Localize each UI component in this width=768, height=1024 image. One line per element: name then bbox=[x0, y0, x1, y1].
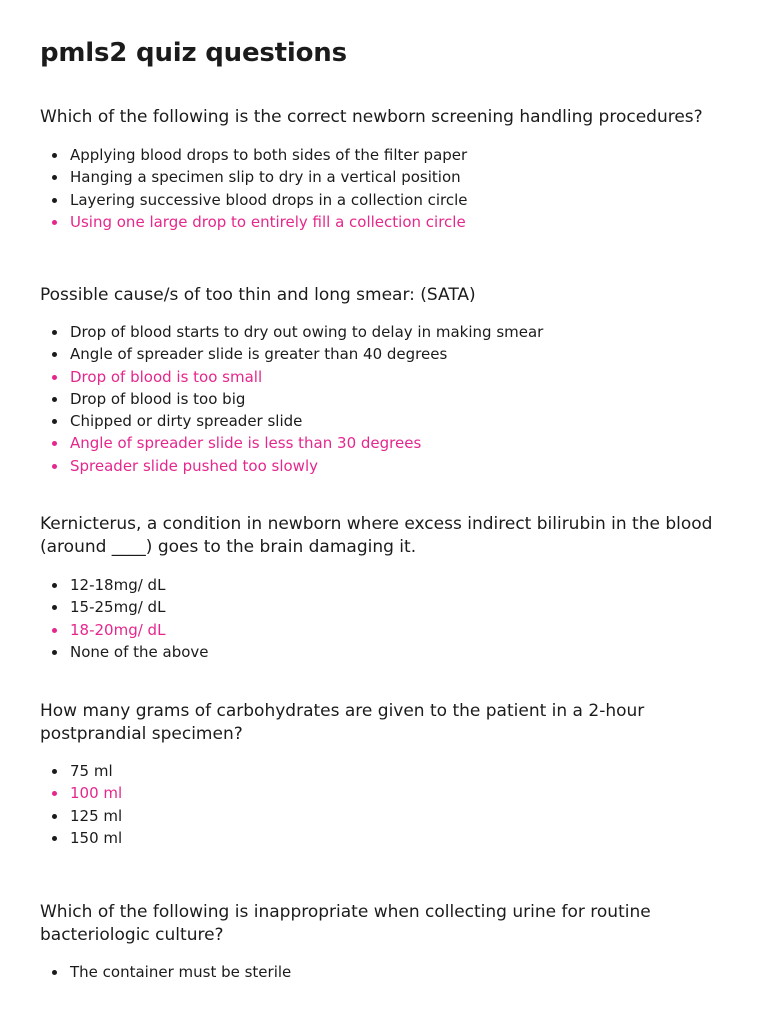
option-label: Applying blood drops to both sides of the filter paper bbox=[70, 146, 468, 164]
option-item bbox=[40, 211, 730, 233]
bullet-icon bbox=[52, 769, 57, 774]
option-item bbox=[40, 343, 730, 365]
bullet-icon bbox=[52, 352, 57, 357]
option-label: Angle of spreader slide is less than 30 degrees bbox=[70, 434, 422, 453]
options-list-4 bbox=[40, 760, 730, 849]
option-label: 12-18mg/ dL bbox=[70, 576, 166, 594]
option-label: Drop of blood is too big bbox=[70, 389, 246, 408]
option-label: 100 ml bbox=[70, 784, 123, 803]
option-label: Angle of spreader slide is greater than 40 degrees bbox=[70, 345, 448, 364]
option-label: 150 ml bbox=[70, 828, 123, 847]
bullet-icon bbox=[52, 836, 57, 841]
bullet-icon bbox=[52, 397, 57, 402]
bullet-icon bbox=[52, 970, 57, 975]
option-item bbox=[40, 388, 730, 410]
option-label: None of the above bbox=[70, 642, 209, 661]
option-item bbox=[40, 455, 730, 477]
option-item bbox=[40, 596, 730, 618]
option-item bbox=[40, 189, 730, 211]
option-label: 15-25mg/ dL bbox=[70, 598, 166, 617]
question-text: Possible cause/s of too thin and long smear: (SATA) bbox=[40, 285, 476, 305]
option-label: Spreader slide pushed too slowly bbox=[70, 456, 318, 475]
option-label: Drop of blood is too small bbox=[70, 367, 263, 386]
option-item bbox=[40, 574, 730, 596]
option-item bbox=[40, 961, 730, 983]
bullet-icon bbox=[52, 175, 57, 180]
option-item bbox=[40, 641, 730, 663]
bullet-icon bbox=[52, 330, 57, 335]
bullet-icon bbox=[52, 628, 57, 633]
option-label: 18-20mg/ dL bbox=[70, 620, 166, 639]
question-text: Which of the following is inappropriate when collecting urine for routine bacteriologic culture? bbox=[40, 902, 651, 945]
option-item bbox=[40, 619, 730, 641]
options-list-3 bbox=[40, 574, 730, 663]
bullet-icon bbox=[52, 650, 57, 655]
question-text: Which of the following is the correct newborn screening handling procedures? bbox=[40, 107, 703, 127]
option-item bbox=[40, 782, 730, 804]
option-item bbox=[40, 827, 730, 849]
bullet-icon bbox=[52, 375, 57, 380]
question-text: Kernicterus, a condition in newborn where excess indirect bilirubin in the blood (around ____) goes to the brain damaging it. bbox=[40, 514, 713, 557]
question-1 bbox=[40, 106, 730, 129]
bullet-icon bbox=[52, 464, 57, 469]
question-3 bbox=[40, 513, 730, 559]
bullet-icon bbox=[52, 153, 57, 158]
option-item bbox=[40, 321, 730, 343]
option-label: Layering successive blood drops in a collection circle bbox=[70, 190, 468, 209]
option-item bbox=[40, 166, 730, 188]
option-label: Using one large drop to entirely fill a collection circle bbox=[70, 212, 466, 231]
options-list-2 bbox=[40, 321, 730, 477]
option-item bbox=[40, 760, 730, 782]
question-4 bbox=[40, 700, 730, 746]
question-text: How many grams of carbohydrates are given to the patient in a 2-hour postprandial specimen? bbox=[40, 701, 645, 744]
option-item bbox=[40, 144, 730, 166]
options-list-5 bbox=[40, 961, 730, 983]
option-label: Hanging a specimen slip to dry in a vertical position bbox=[70, 168, 461, 187]
option-label: 75 ml bbox=[70, 762, 113, 780]
option-item bbox=[40, 366, 730, 388]
question-2 bbox=[40, 284, 730, 307]
bullet-icon bbox=[52, 220, 57, 225]
option-label: Drop of blood starts to dry out owing to delay in making smear bbox=[70, 323, 544, 341]
option-label: Chipped or dirty spreader slide bbox=[70, 412, 303, 431]
bullet-icon bbox=[52, 791, 57, 796]
option-item bbox=[40, 410, 730, 432]
bullet-icon bbox=[52, 583, 57, 588]
question-5 bbox=[40, 901, 730, 947]
bullet-icon bbox=[52, 419, 57, 424]
option-item bbox=[40, 805, 730, 827]
bullet-icon bbox=[52, 814, 57, 819]
bullet-icon bbox=[52, 198, 57, 203]
option-label: 125 ml bbox=[70, 806, 123, 825]
page-title: pmls2 quiz questions bbox=[40, 38, 347, 68]
options-list-1 bbox=[40, 144, 730, 233]
option-label: The container must be sterile bbox=[70, 963, 292, 981]
option-item bbox=[40, 432, 730, 454]
bullet-icon bbox=[52, 605, 57, 610]
bullet-icon bbox=[52, 441, 57, 446]
